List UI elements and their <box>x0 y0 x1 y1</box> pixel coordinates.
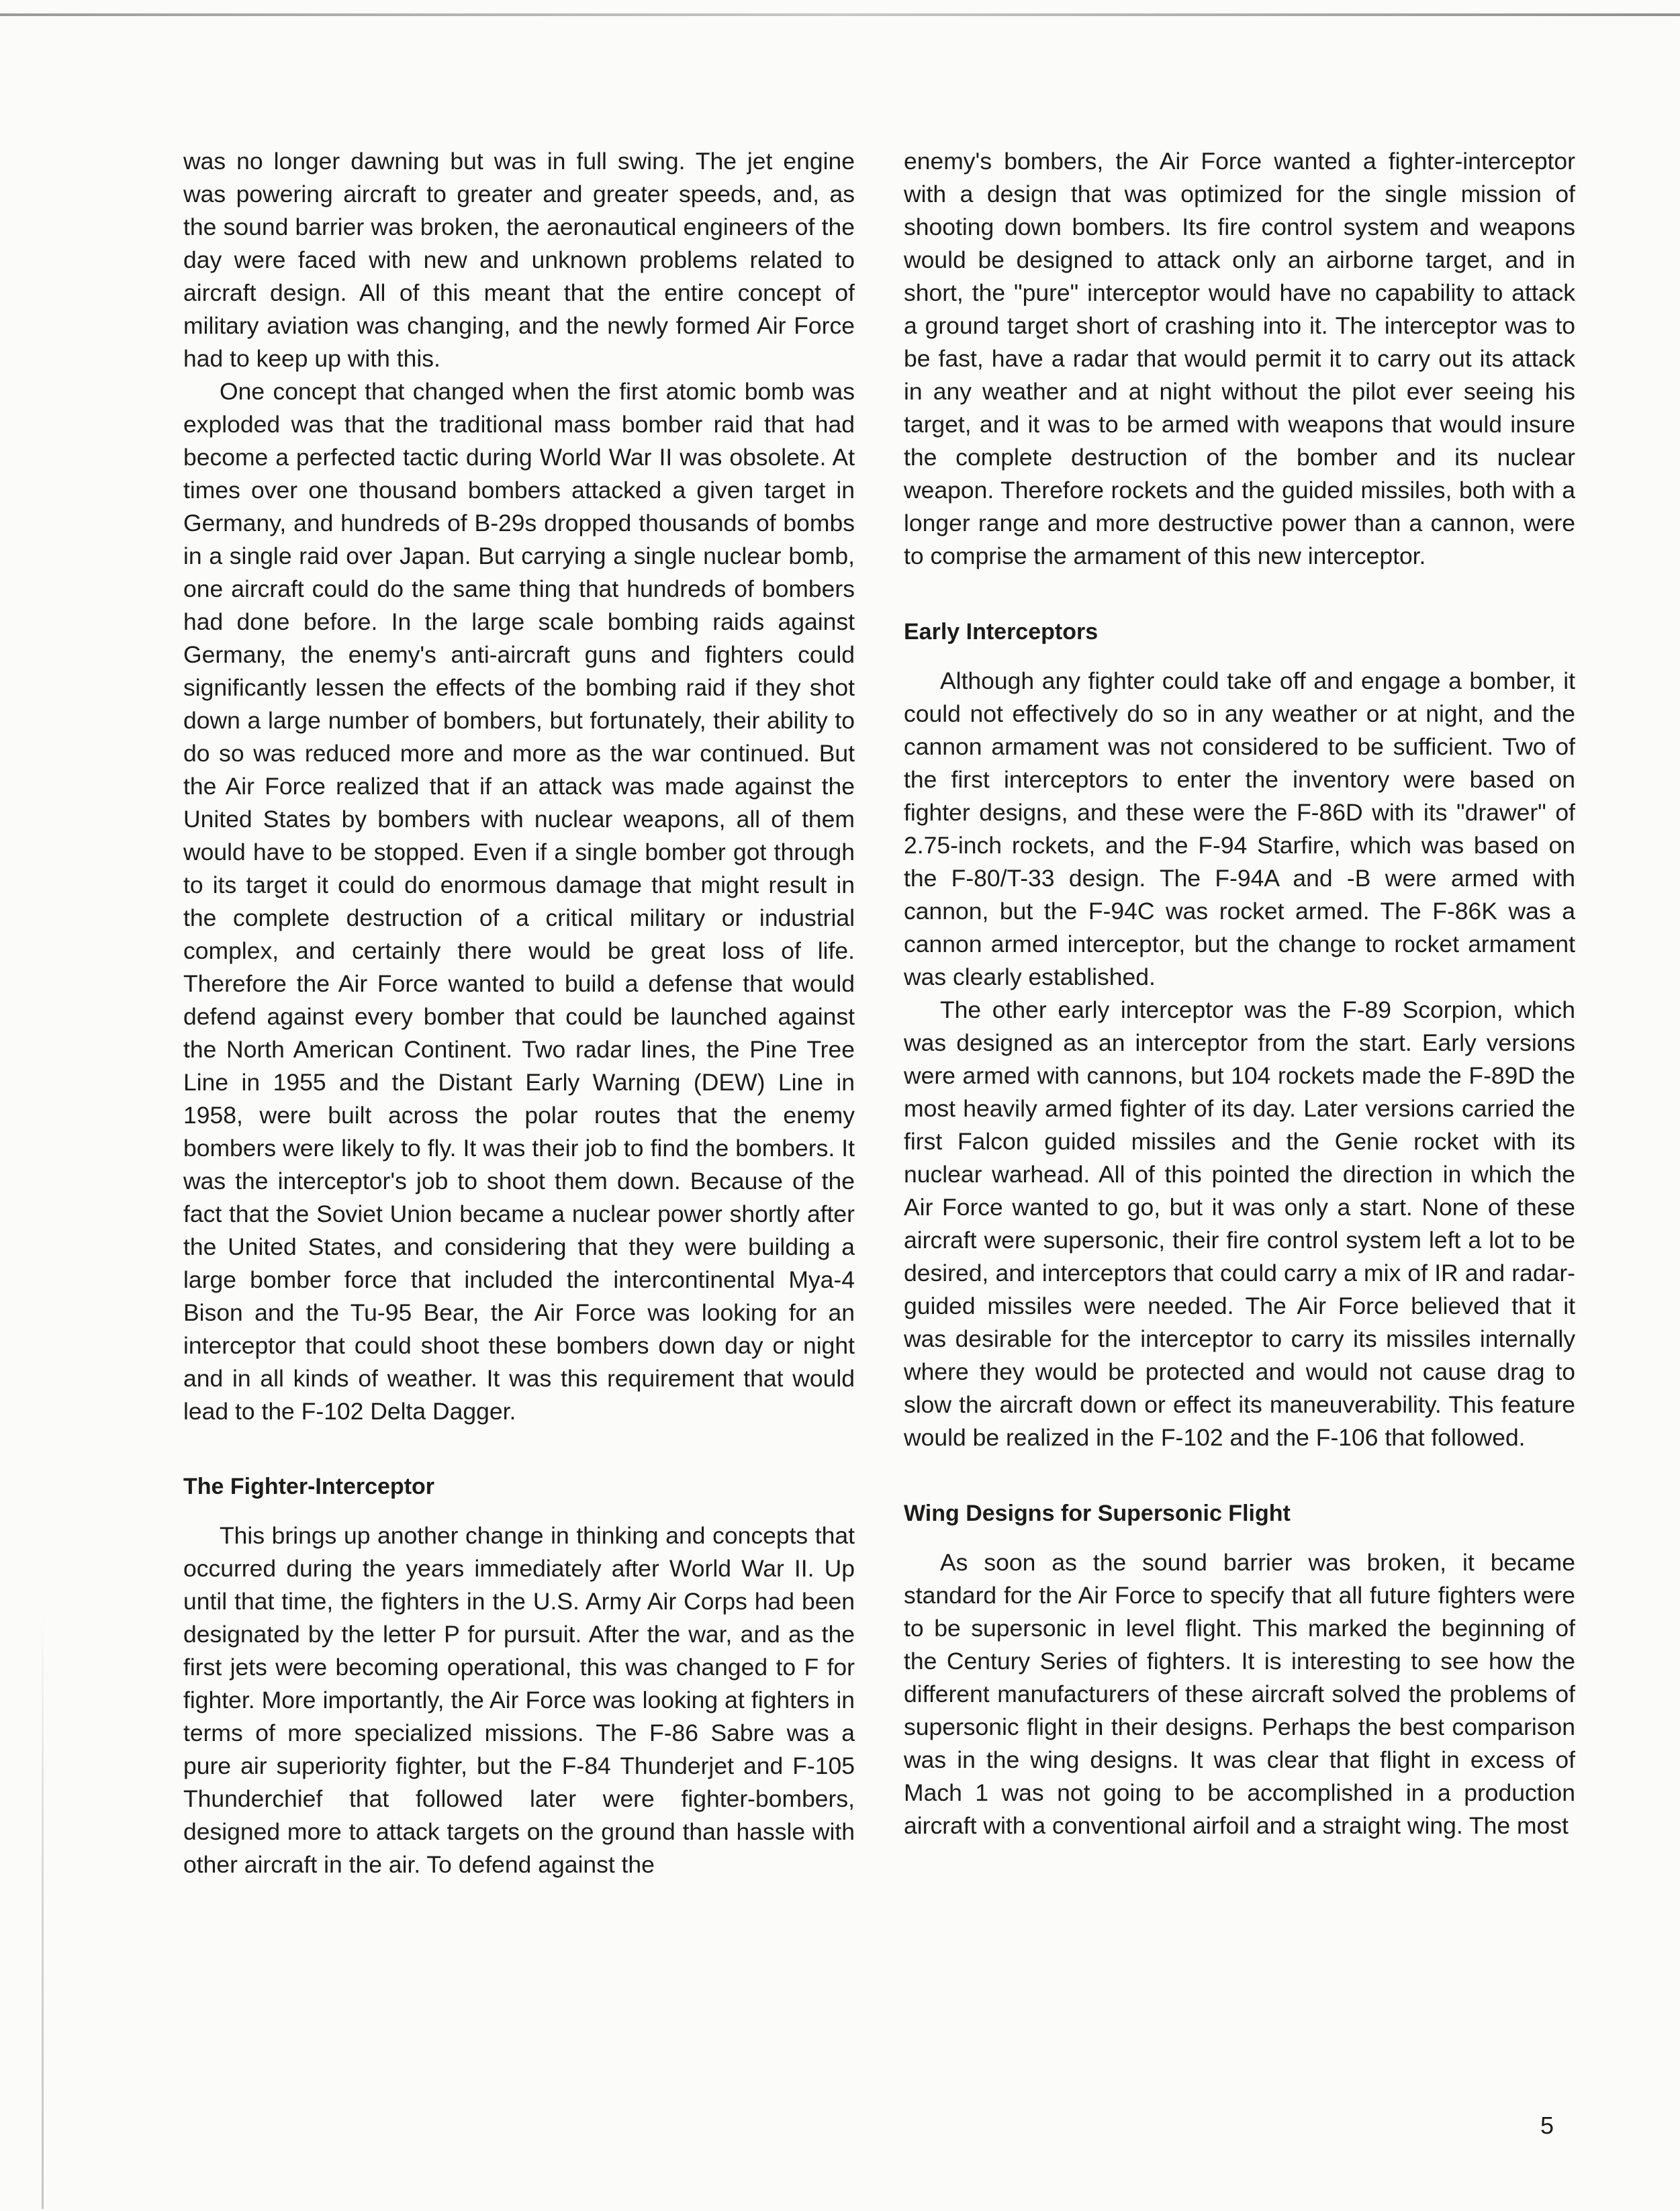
paragraph: The other early interceptor was the F-89 Scorpion, which was designed as an interceptor from the start. Early versions were armed with cannons, but 104 rockets made the F-89D the most heavily armed fighter of its day. Later versions carried the first Falcon guided missiles and the Genie rocket with its nuclear warhead. All of this pointed the direction in which the Air Force wanted to go, but it was only a start. None of these aircraft were supersonic, their fire control system left a lot to be desired, and interceptors that could carry a mix of IR and radar-guided missiles were needed. The Air Force believed that it was desirable for the interceptor to carry its missiles internally where they would be protected and would not cause drag to slow the aircraft down or effect its maneuverability. This feature would be realized in the F-102 and the F-106 that followed. <box>904 996 1575 1451</box>
left-column <box>183 145 855 1881</box>
section-heading: Early Interceptors <box>904 619 1099 645</box>
paragraph: enemy's bombers, the Air Force wanted a fighter-interceptor with a design that was optimized for the single mission of shooting down bombers. Its fire control system and weapons would be designed to attack only an airborne target, and in short, the "pure" interceptor would have no capability to attack a ground target short of crashing into it. The interceptor was to be fast, have a radar that would permit it to carry out its attack in any weather and at night without the pilot ever seeing his target, and it was to be armed with weapons that would insure the complete destruction of the bomber and its nuclear weapon. Therefore rockets and the guided missiles, both with a longer range and more destructive power than a cannon, were to comprise the armament of this new interceptor. <box>904 148 1575 569</box>
paragraph: Although any fighter could take off and engage a bomber, it could not effectively do so in any weather or at night, and the cannon armament was not considered to be sufficient. Two of the first interceptors to enter the inventory were based on fighter designs, and these were the F-86D with its "drawer" of 2.75-inch rockets, and the F-94 Starfire, which was based on the F-80/T-33 design. The F-94A and -B were armed with cannon, but the F-94C was rocket armed. The F-86K was a cannon armed interceptor, but the change to rocket armament was clearly established. <box>904 667 1575 990</box>
section-heading: Wing Designs for Supersonic Flight <box>904 1501 1291 1526</box>
paragraph: One concept that changed when the first atomic bomb was exploded was that the traditional mass bomber raid that had become a perfected tactic during World War II was obsolete. At times over one thousand bombers attacked a given target in Germany, and hundreds of B-29s dropped thousands of bombs in a single raid over Japan. But carrying a single nuclear bomb, one aircraft could do the same thing that hundreds of bombers had done before. In the large scale bombing raids against Germany, the enemy's anti-aircraft guns and fighters could significantly lessen the effects of the bombing raid if they shot down a large number of bombers, but fortunately, their ability to do so was reduced more and more as the war continued. But the Air Force realized that if an attack was made against the United States by bombers with nuclear weapons, all of them would have to be stopped. Even if a single bomber got through to its target it could do enormous damage that might result in the complete destruction of a critical military or industrial complex, and certainly there would be great loss of life. Therefore the Air Force wanted to build a defense that would defend against every bomber that could be launched against the North American Continent. Two radar lines, the Pine Tree Line in 1955 and the Distant Early Warning (DEW) Line in 1958, were built across the polar routes that the enemy bombers were likely to fly. It was their job to find the bombers. It was the interceptor's job to shoot them down. Because of the fact that the Soviet Union became a nuclear power shortly after the United States, and considering that they were building a large bomber force that included the intercontinental Mya-4 Bison and the Tu-95 Bear, the Air Force was looking for an interceptor that could shoot these bombers down day or night and in all kinds of weather. It was this requirement that would lead to the F-102 Delta Dagger. <box>183 378 855 1425</box>
paragraph: was no longer dawning but was in full swing. The jet engine was powering aircraft to greater and greater speeds, and, as the sound barrier was broken, the aeronautical engineers of the day were faced with new and unknown problems related to aircraft design. All of this meant that the entire concept of military aviation was changing, and the newly formed Air Force had to keep up with this. <box>183 148 855 372</box>
scan-binding-shadow <box>42 1611 44 2209</box>
paragraph: This brings up another change in thinking and concepts that occurred during the years immediately after World War II. Up until that time, the fighters in the U.S. Army Air Corps had been designated by the letter P for pursuit. After the war, and as the first jets were becoming operational, this was changed to F for fighter. More importantly, the Air Force was looking at fighters in terms of more specialized missions. The F-86 Sabre was a pure air superiority fighter, but the F-84 Thunderjet and F-105 Thunderchief that followed later were fighter-bombers, designed more to attack targets on the ground than hassle with other aircraft in the air. To defend against the <box>183 1522 855 1878</box>
right-column <box>904 145 1575 1842</box>
section-heading: The Fighter-Interceptor <box>183 1474 435 1499</box>
scan-edge-line <box>0 13 1680 16</box>
page-number: 5 <box>1540 2112 1554 2139</box>
paragraph: As soon as the sound barrier was broken, it became standard for the Air Force to specify that all future fighters were to be supersonic in level flight. This marked the beginning of the Century Series of fighters. It is interesting to see how the different manufacturers of these aircraft solved the problems of supersonic flight in their designs. Perhaps the best comparison was in the wing designs. It was clear that flight in excess of Mach 1 was not going to be accomplished in a production aircraft with a conventional airfoil and a straight wing. The most <box>904 1549 1575 1839</box>
